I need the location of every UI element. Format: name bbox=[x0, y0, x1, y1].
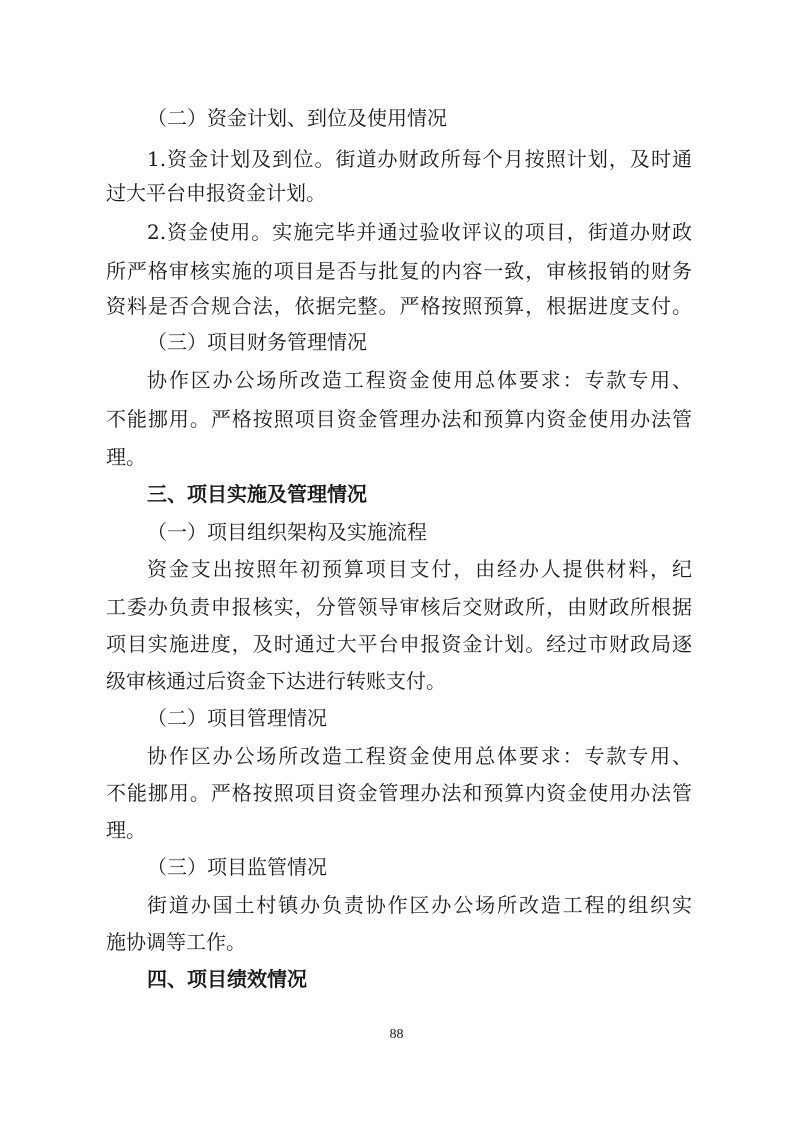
paragraph-line: 理。 bbox=[106, 445, 146, 469]
paragraph-line: 工委办负责申报核实，分管领导审核后交财政所，由财政所根据 bbox=[106, 595, 692, 619]
paragraph-line: 不能挪用。严格按照项目资金管理办法和预算内资金使用办法管 bbox=[106, 781, 692, 805]
paragraph-line: 过大平台申报资金计划。 bbox=[106, 181, 326, 205]
paragraph-line: 资料是否合规合法，依据完整。严格按照预算，根据进度支付。 bbox=[106, 294, 692, 318]
paragraph-line: 项目实施进度，及时通过大平台申报资金计划。经过市财政局逐 bbox=[106, 632, 692, 656]
paragraph-line: 协作区办公场所改造工程资金使用总体要求：专款专用、 bbox=[147, 744, 692, 768]
subheading-project-management: （二）项目管理情况 bbox=[147, 706, 327, 730]
section-heading-implementation: 三、项目实施及管理情况 bbox=[147, 482, 367, 506]
paragraph-line: 资金支出按照年初预算项目支付，由经办人提供材料，纪 bbox=[147, 557, 692, 581]
section-heading-performance: 四、项目绩效情况 bbox=[147, 967, 307, 991]
subheading-fund-plan: （二）资金计划、到位及使用情况 bbox=[147, 106, 447, 130]
paragraph-line: 协作区办公场所改造工程资金使用总体要求：专款专用、 bbox=[147, 368, 692, 392]
subheading-organization: （一）项目组织架构及实施流程 bbox=[147, 520, 427, 544]
subheading-supervision: （三）项目监管情况 bbox=[147, 855, 327, 879]
paragraph-line: 所严格审核实施的项目是否与批复的内容一致，审核报销的财务 bbox=[106, 259, 692, 283]
paragraph-line: 施协调等工作。 bbox=[106, 930, 246, 954]
paragraph-line: 理。 bbox=[106, 818, 146, 842]
subheading-finance-management: （三）项目财务管理情况 bbox=[147, 330, 367, 354]
paragraph-line: 街道办国土村镇办负责协作区办公场所改造工程的组织实 bbox=[147, 893, 692, 917]
paragraph-line: 1.资金计划及到位。街道办财政所每个月按照计划，及时通 bbox=[147, 147, 692, 171]
page-number: 88 bbox=[389, 1027, 404, 1042]
paragraph-line: 2.资金使用。实施完毕并通过验收评议的项目，街道办财政 bbox=[147, 220, 692, 244]
paragraph-line: 级审核通过后资金下达进行转账支付。 bbox=[106, 669, 446, 693]
paragraph-line: 不能挪用。严格按照项目资金管理办法和预算内资金使用办法管 bbox=[106, 407, 692, 431]
